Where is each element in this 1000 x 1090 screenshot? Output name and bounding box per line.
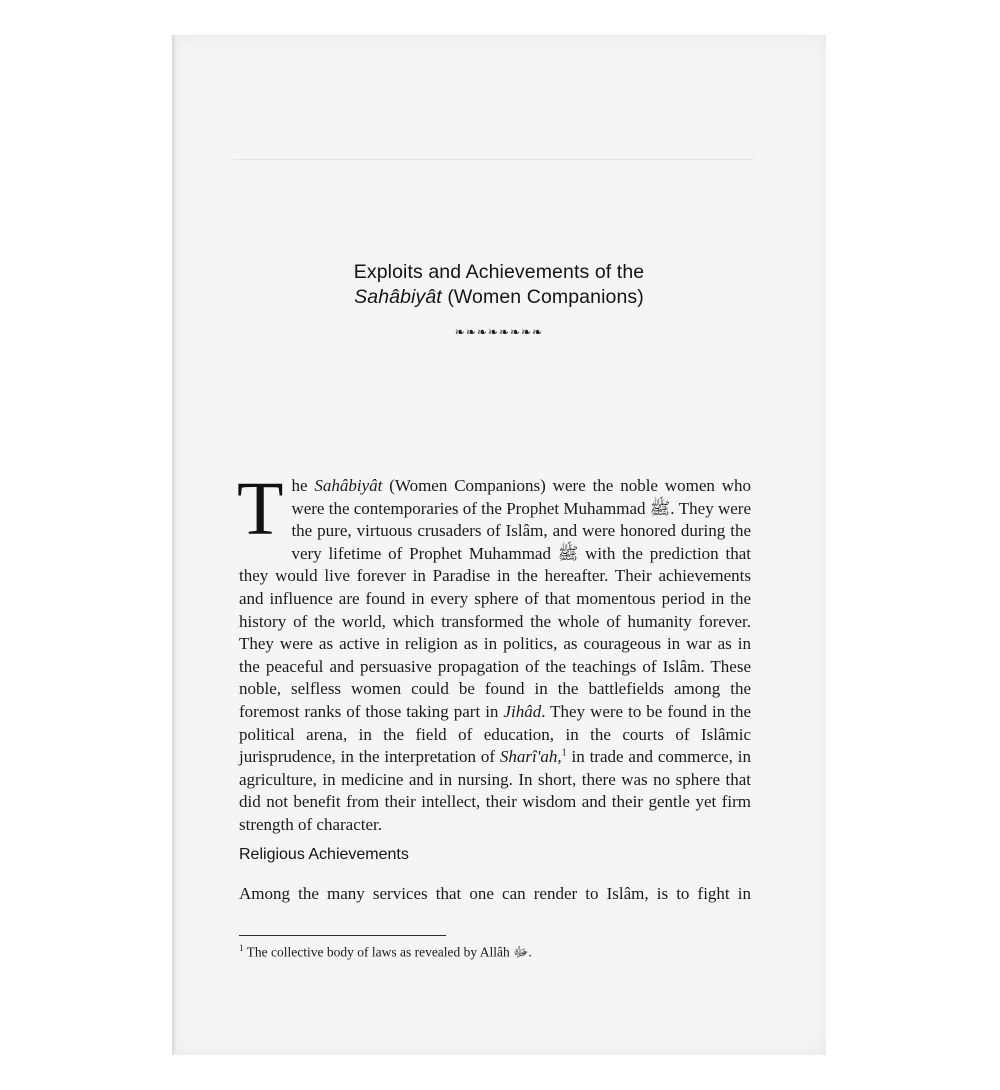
intro-italic: Sahâbiyât: [314, 476, 383, 495]
intro-text-1: (Women Companions) were the noble women who were the contemporaries of the Prophet Muhammad ﷺ. They were the pure, virtuous crusaders of Islâm, and were honored during the very lifetime of Prophet Muhammad ﷺ with the prediction that they would live forever in Paradise in the hereafter. Their achievements and influence are found in every sphere of that momentous period in the history of the world, which transformed the whole of humanity forever. They were as active in religion as in politics, as courageous in war as in the peaceful and persuasive propagation of the teachings of Islâm. These noble, selfless women could be found in the battlefields among the foremost ranks of those taking part in: [239, 476, 752, 721]
ornament-divider: ❧❧❧❧❧❧❧❧: [454, 325, 544, 339]
jihad-term: Jihâd: [503, 701, 542, 721]
footnote-rule: [239, 935, 446, 936]
chapter-title-rest: (Women Companions): [441, 286, 644, 308]
intro-paragraph: [237, 467, 752, 837]
footnote-text: The collective body of laws as revealed by Allâh ﷻ.: [243, 944, 532, 960]
chapter-title-line2: [172, 285, 826, 310]
section-text: Among the many services that one can render to Islâm, is to fight in: [239, 884, 751, 903]
chapter-title-italic: Sahâbiyât: [354, 286, 442, 308]
page-edge: [172, 35, 178, 1055]
bleed-through-text: [234, 131, 754, 236]
footnote: [239, 943, 532, 964]
chapter-title: [172, 260, 826, 310]
section-heading: Religious Achievements: [239, 846, 409, 863]
intro-text-3: in trade and commerce, in agriculture, in medicine and in nursing. In short, there was no sphere that did not benefit from their intellect, their wisdom and their gentle yet firm strength of character.: [239, 747, 751, 834]
book-page: [172, 35, 826, 1055]
intro-text-a: he: [291, 476, 315, 495]
sharia-term: Sharî'ah,: [499, 747, 562, 767]
chapter-title-line1: Exploits and Achievements of the: [353, 261, 645, 283]
drop-cap: T: [237, 467, 284, 551]
intro-text-2: . They were to be found in the political arena, in the field of education, in the courts of Islâmic jurisprudence, in the interpretation of: [239, 701, 751, 767]
footnote-number: 1: [239, 943, 244, 953]
footnote-marker: 1: [561, 747, 567, 759]
